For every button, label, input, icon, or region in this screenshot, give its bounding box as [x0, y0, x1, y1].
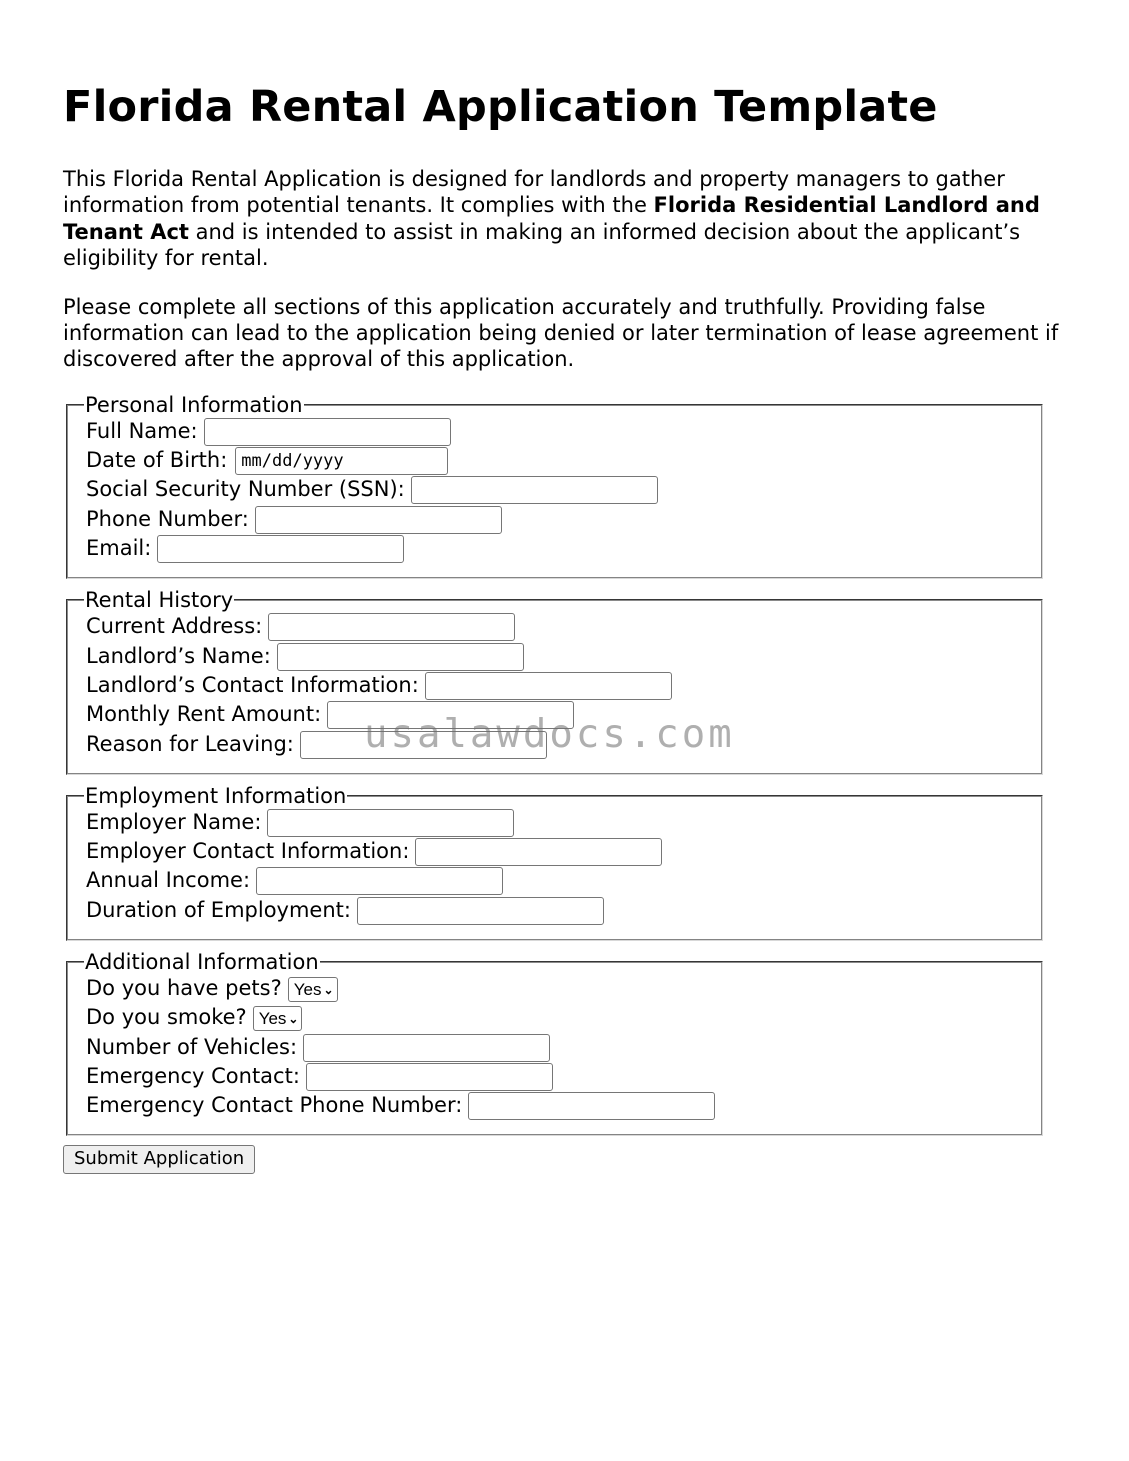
full-name-row [86, 417, 1023, 446]
rental-history-section [66, 588, 1043, 774]
employment-information-legend: Employment Information [85, 783, 347, 808]
instructions-paragraph: Please complete all sections of this application accurately and truthfully. Providing false information can lead to the application being denied or later termination of lease agreement if discovered after the approval of this application. [63, 294, 1059, 372]
dob-row [86, 446, 1023, 475]
vehicles-input[interactable] [303, 1034, 550, 1062]
reason-leaving-input[interactable] [300, 731, 547, 759]
additional-information-legend: Additional Information [85, 950, 319, 974]
employer-name-row [86, 808, 1023, 837]
employment-duration-input[interactable] [357, 897, 604, 925]
emergency-phone-row [86, 1091, 1023, 1120]
annual-income-row [86, 866, 1023, 895]
vehicles-row [86, 1033, 1023, 1062]
landlord-contact-row [86, 671, 1023, 700]
email-label: Email: [86, 536, 152, 561]
reason-leaving-label: Reason for Leaving: [86, 731, 294, 756]
employment-duration-row [86, 896, 1023, 925]
submit-application-button[interactable]: Submit Application [63, 1145, 255, 1174]
full-name-label: Full Name: [86, 418, 198, 443]
intro-text-2: and is intended to assist in making an informed decision about the applicant’s eligibility for rental. [63, 219, 1021, 271]
phone-label: Phone Number: [86, 506, 249, 531]
ssn-input[interactable] [411, 476, 658, 504]
employer-contact-input[interactable] [415, 838, 662, 866]
current-address-row [86, 612, 1023, 641]
annual-income-label: Annual Income: [86, 868, 251, 893]
intro-text-1: This Florida Rental Application is designed for landlords and property managers to gather information from potential tenants. It complies with the [63, 167, 1005, 218]
emergency-phone-input[interactable] [468, 1092, 715, 1120]
personal-information-section [66, 393, 1043, 579]
personal-information-legend: Personal Information [85, 392, 303, 417]
chevron-down-icon: ⌄ [288, 1011, 299, 1026]
watermark: usalawdocs.com [364, 712, 735, 757]
pets-select[interactable] [288, 977, 338, 1002]
ssn-label: Social Security Number (SSN): [86, 477, 405, 502]
dob-label: Date of Birth: [86, 448, 228, 473]
email-input[interactable] [157, 535, 404, 563]
smoke-select[interactable] [253, 1006, 303, 1031]
current-address-input[interactable] [268, 613, 515, 641]
dob-input[interactable]: mm/dd/yyyy [235, 447, 448, 475]
rental-application-form [63, 393, 1065, 1175]
full-name-input[interactable] [204, 418, 451, 446]
emergency-phone-label: Emergency Contact Phone Number: [86, 1093, 463, 1118]
intro-paragraph [63, 166, 1065, 272]
emergency-contact-row [86, 1062, 1023, 1091]
ssn-row [86, 475, 1023, 504]
landlord-name-input[interactable] [277, 643, 524, 671]
monthly-rent-input[interactable] [327, 701, 574, 729]
landlord-name-label: Landlord’s Name: [86, 643, 271, 668]
phone-input[interactable] [255, 506, 502, 534]
annual-income-input[interactable] [256, 867, 503, 895]
smoke-row [86, 1003, 1023, 1032]
emergency-contact-label: Emergency Contact: [86, 1063, 300, 1088]
smoke-label: Do you smoke? [86, 1005, 247, 1030]
pets-select-value: Yes [293, 979, 322, 999]
employment-duration-label: Duration of Employment: [86, 897, 351, 922]
employment-information-section [66, 784, 1043, 941]
monthly-rent-row [86, 700, 1023, 729]
current-address-label: Current Address: [86, 614, 263, 639]
employer-name-label: Employer Name: [86, 809, 262, 834]
reason-leaving-row [86, 730, 1023, 759]
email-row [86, 534, 1023, 563]
landlord-contact-label: Landlord’s Contact Information: [86, 672, 419, 697]
employer-name-input[interactable] [267, 809, 514, 837]
monthly-rent-label: Monthly Rent Amount: [86, 702, 322, 727]
employer-contact-label: Employer Contact Information: [86, 839, 410, 864]
employer-contact-row [86, 837, 1023, 866]
rental-history-legend: Rental History [85, 588, 234, 613]
landlord-name-row [86, 642, 1023, 671]
landlord-contact-input[interactable] [425, 672, 672, 700]
additional-information-section [66, 950, 1043, 1136]
phone-row [86, 505, 1023, 534]
vehicles-label: Number of Vehicles: [86, 1034, 298, 1059]
smoke-select-value: Yes [258, 1008, 287, 1028]
intro-bold-act: Florida Residential Landlord and Tenant Act [63, 193, 1040, 244]
emergency-contact-input[interactable] [306, 1063, 553, 1091]
pets-label: Do you have pets? [86, 976, 282, 1000]
pets-row [86, 974, 1023, 1003]
page-title: Florida Rental Application Template [63, 82, 938, 132]
chevron-down-icon: ⌄ [323, 982, 334, 997]
page [63, 78, 1065, 1174]
